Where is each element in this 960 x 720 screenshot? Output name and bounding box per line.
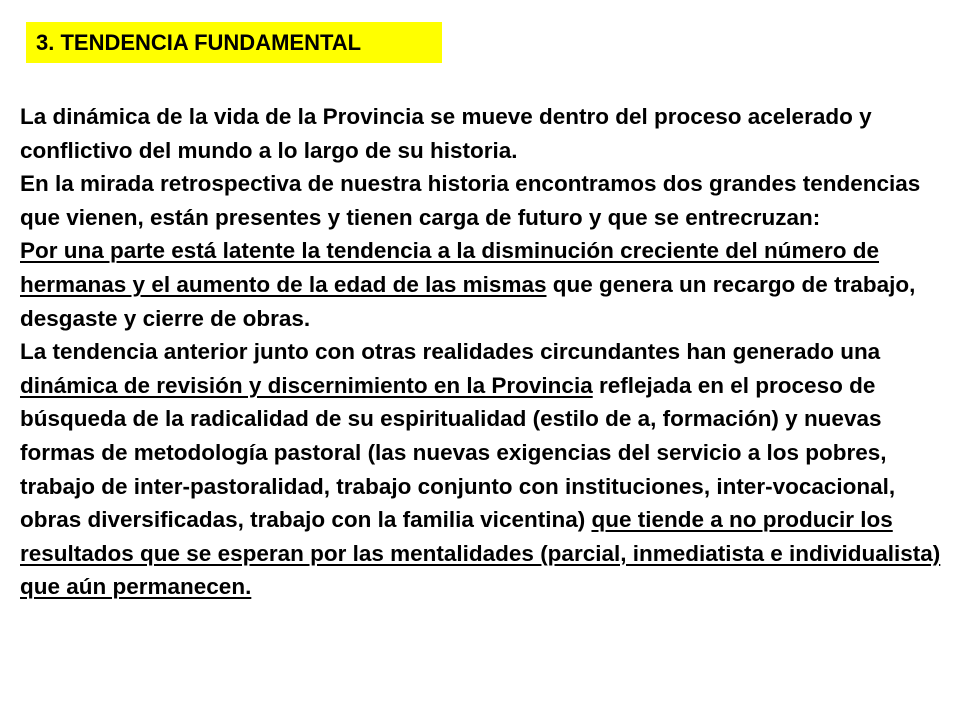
paragraph-3-text: que genera un recargo de trabajo, desgaste y cierre de obras. <box>20 271 916 331</box>
paragraph-4-underlined-text-a: dinámica de revisión y discernimiento en la Provincia <box>20 372 593 398</box>
section-title-text: 3. TENDENCIA FUNDAMENTAL <box>36 30 362 55</box>
paragraph-3 <box>20 234 945 335</box>
paragraph-2 <box>20 167 945 234</box>
paragraph-4-text-b: reflejada en el proceso de búsqueda de la radicalidad de su espiritualidad (estilo de a, formación) y nuevas formas de metodología pastoral (las nuevas exigencias del servicio a los pobres, trabajo de inter-pastoralidad, trabajo conjunto con instituciones, inter-vocacional, obras diversificadas, trabajo con la familia vicentina) <box>20 372 896 533</box>
paragraph-4-text-a: La tendencia anterior junto con otras realidades circundantes han generado una <box>20 339 881 365</box>
section-title <box>26 22 442 63</box>
paragraph-4 <box>20 335 945 604</box>
paragraph-2-text: En la mirada retrospectiva de nuestra historia encontramos dos grandes tendencias que vienen, están presentes y tienen carga de futuro y que se entrecruzan: <box>20 171 921 230</box>
paragraph-1 <box>20 100 945 167</box>
paragraph-3-underlined-text: Por una parte está latente la tendencia a la disminución creciente del número de hermanas y el aumento de la edad de las mismas <box>20 238 880 297</box>
body-text <box>20 100 945 604</box>
paragraph-4-underlined-text-b: que tiende a no producir los resultados que se esperan por las mentalidades (parcial, inmediatista e individualista) que aún permanecen. <box>20 507 941 600</box>
paragraph-1-text: La dinámica de la vida de la Provincia se mueve dentro del proceso acelerado y conflictivo del mundo a lo largo de su historia. <box>20 104 872 163</box>
